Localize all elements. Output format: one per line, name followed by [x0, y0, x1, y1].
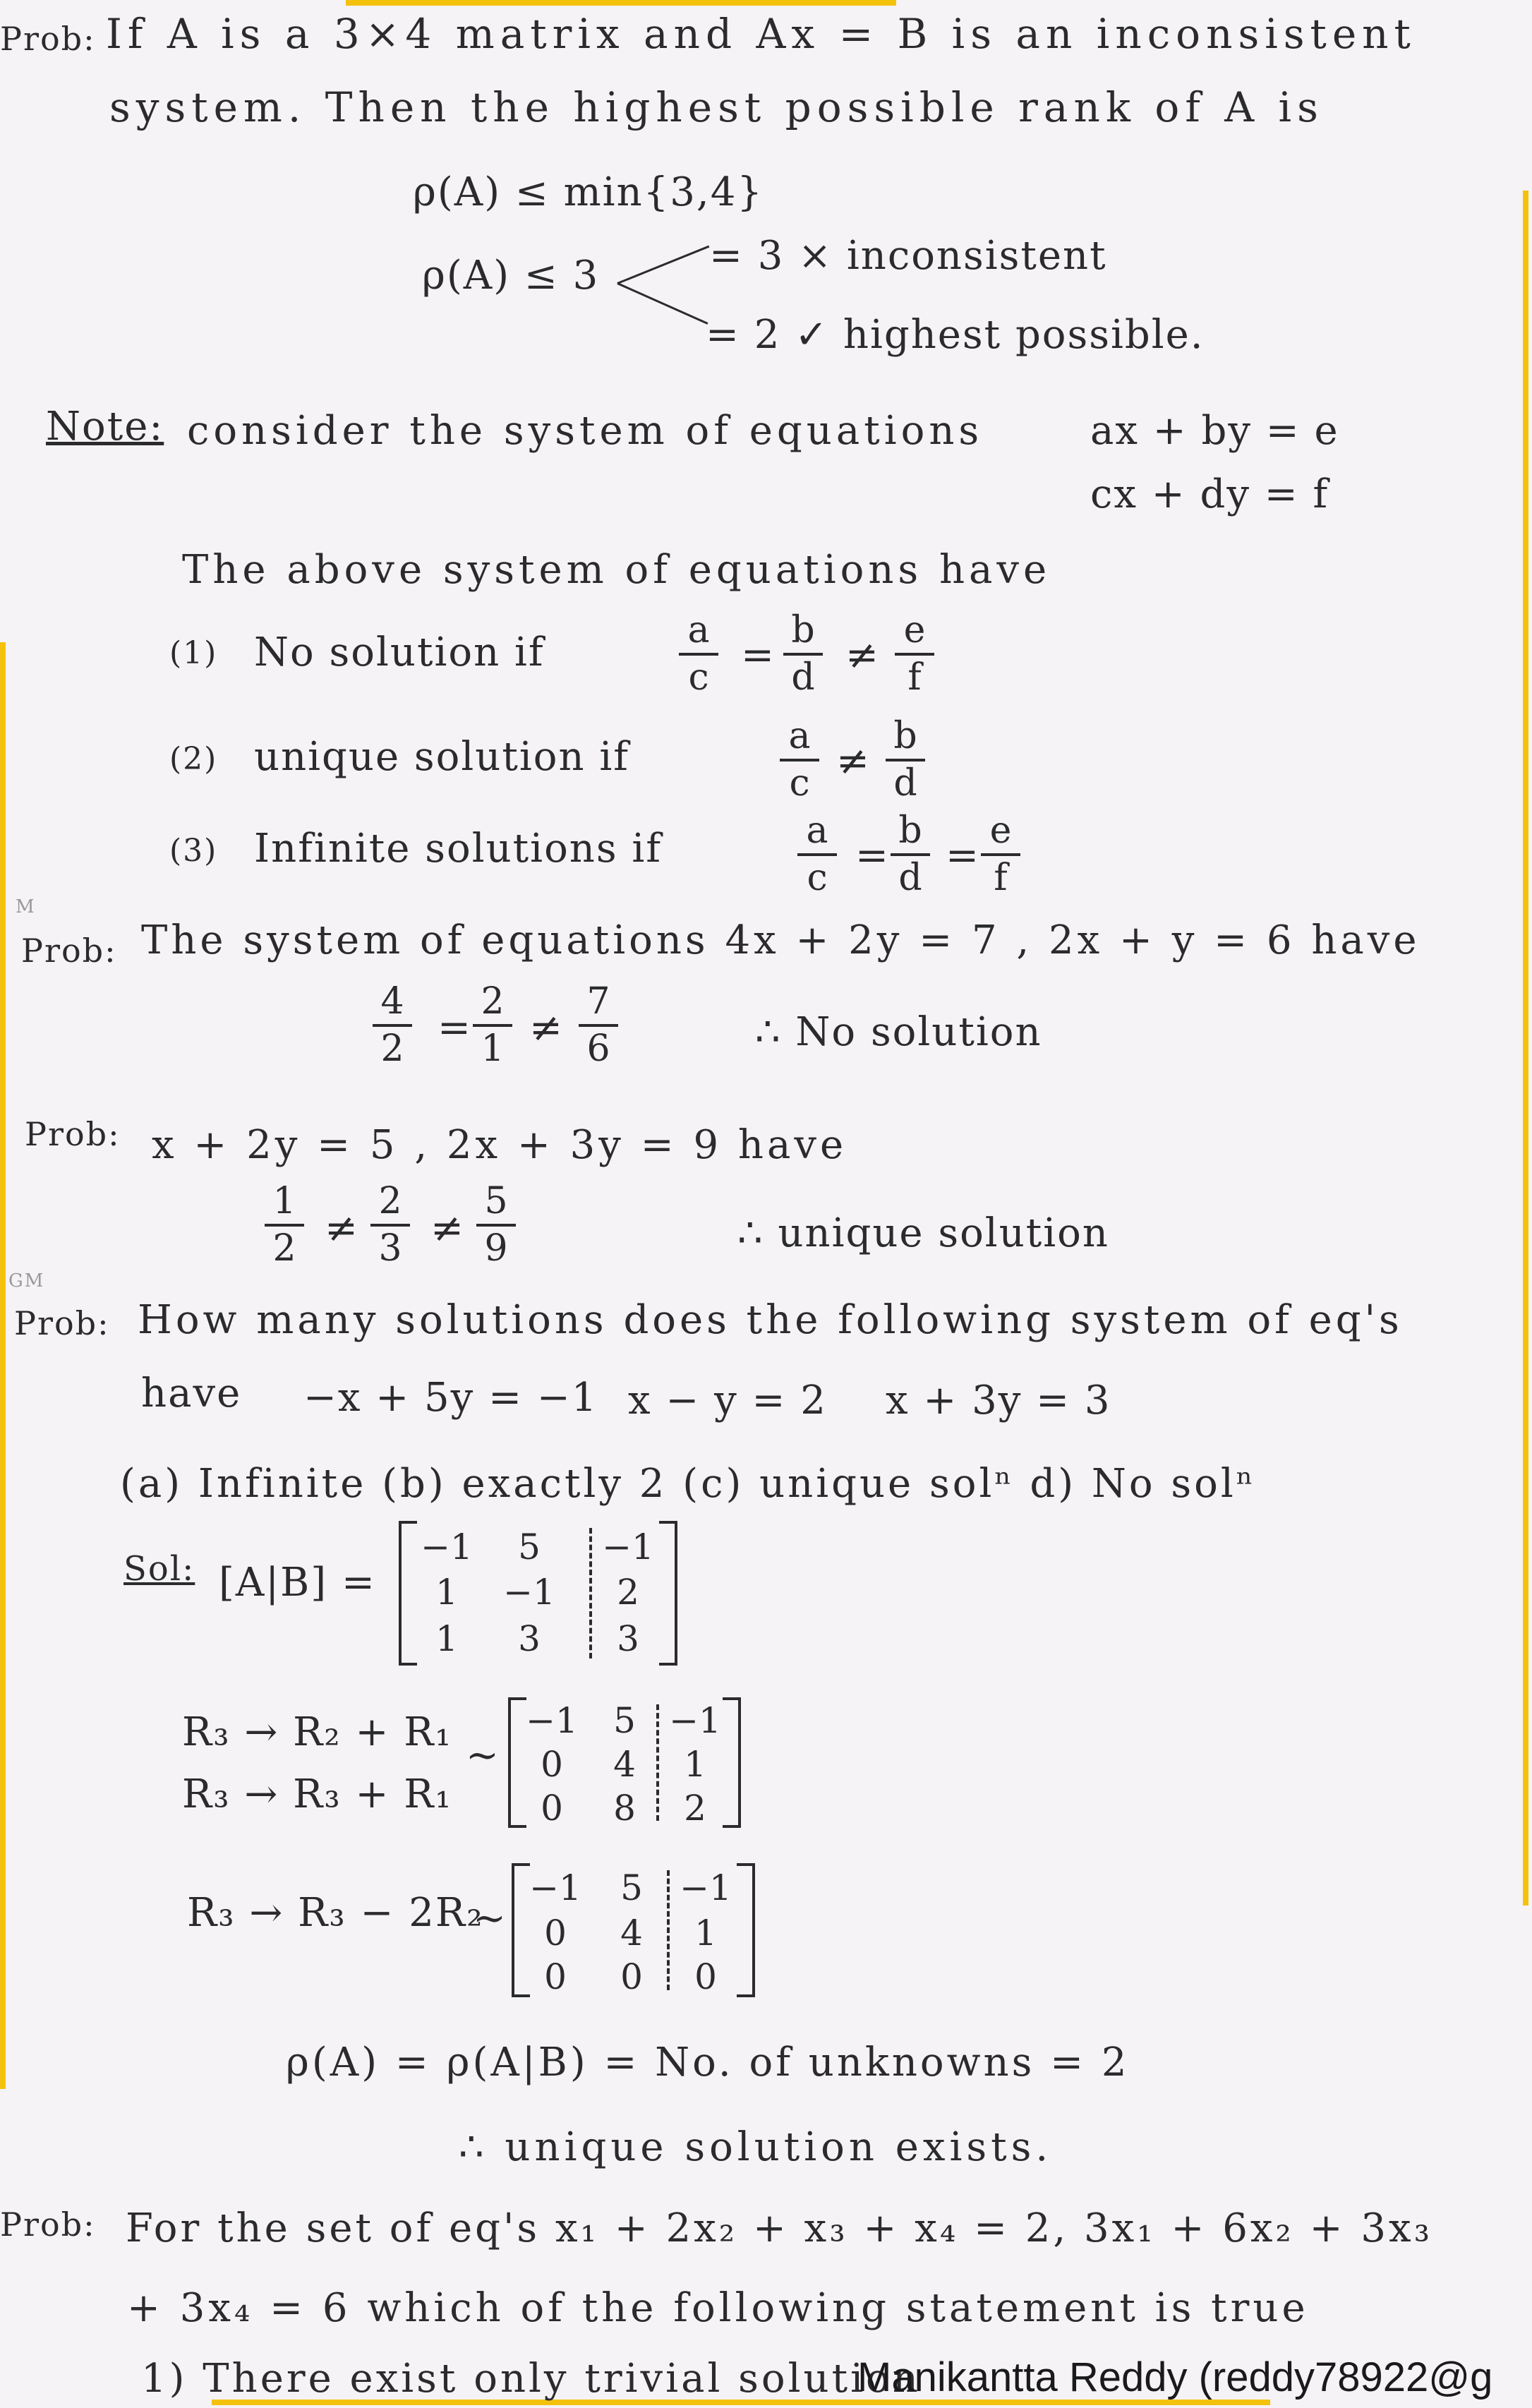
author-watermark: Manikantta Reddy (reddy78922@g	[857, 2354, 1493, 2400]
matrix-cell: 1	[435, 1618, 458, 1659]
left-highlight-bar	[0, 642, 6, 2089]
prob5-label: Prob:	[0, 2205, 96, 2244]
matrix-cell: −1	[602, 1527, 654, 1567]
case1-frac-ac: a c	[679, 611, 718, 697]
prob2-frac3: 7 6	[579, 982, 618, 1068]
case1-eq: =	[741, 632, 776, 678]
matrix-cell: 0	[541, 1744, 563, 1785]
tilde-1: ~	[466, 1733, 500, 1778]
prob5-line2: + 3x₄ = 6 which of the following statement is true	[127, 2285, 1309, 2331]
row-op-3: R₃ → R₃ − 2R₂	[187, 1890, 484, 1936]
matrix-step1	[508, 1697, 741, 1828]
case3-text: Infinite solutions if	[254, 826, 663, 872]
matrix-cell: −1	[526, 1700, 578, 1741]
prob3-frac1: 1 2	[265, 1182, 304, 1268]
prob5-line3: 1) There exist only trivial solution	[141, 2356, 921, 2402]
matrix-cell: 1	[684, 1744, 706, 1785]
right-highlight-bar	[1523, 191, 1528, 1906]
prob3-frac3: 5 9	[476, 1182, 516, 1268]
matrix-cell: 1	[694, 1913, 717, 1954]
case2-num: (2)	[169, 741, 218, 777]
case3-frac-ef: e f	[981, 812, 1020, 897]
prob3-frac2: 2 3	[370, 1182, 410, 1268]
prob2-neq: ≠	[529, 1005, 564, 1051]
matrix-cell: −1	[503, 1572, 555, 1613]
case3-frac-ac: a c	[797, 812, 837, 897]
row-op-2: R₃ → R₃ + R₁	[182, 1771, 452, 1817]
prob3-neq1: ≠	[325, 1205, 359, 1251]
matrix-cell: 2	[617, 1572, 639, 1613]
prob4-line2a: have	[141, 1371, 242, 1416]
prob2-mark: M	[16, 896, 36, 917]
prob4-line2c: x − y = 2	[628, 1378, 827, 1423]
row-op-1: R₃ → R₂ + R₁	[182, 1709, 452, 1755]
matrix-cell: 0	[544, 1956, 567, 1997]
case1-neq: ≠	[845, 632, 880, 678]
case1-num: (1)	[169, 635, 218, 671]
matrix-cell: 3	[617, 1618, 639, 1659]
prob1-branch1: = 3 × inconsistent	[709, 233, 1107, 279]
top-highlight-bar	[346, 0, 896, 6]
conclusion: ∴ unique solution exists.	[459, 2124, 1053, 2170]
prob-label: Prob:	[0, 20, 96, 58]
matrix-cell: 4	[613, 1744, 636, 1785]
matrix-cell: −1	[669, 1700, 721, 1741]
matrix-cell: 5	[518, 1527, 541, 1567]
matrix-cell: 1	[435, 1572, 458, 1613]
case1-text: No solution if	[254, 630, 545, 675]
note-eq-a: ax + by = e	[1090, 408, 1339, 454]
prob3-neq2: ≠	[430, 1205, 465, 1251]
prob4-line2d: x + 3y = 3	[886, 1378, 1111, 1423]
matrix-cell: 0	[544, 1913, 567, 1954]
tilde-2: ~	[473, 1896, 507, 1942]
case3-eq2: =	[946, 833, 980, 879]
case2-text: unique solution if	[254, 734, 629, 780]
prob3-label: Prob:	[25, 1115, 121, 1153]
prob2-eq: =	[438, 1005, 472, 1051]
case1-frac-ef: e f	[895, 611, 934, 697]
branch-line-down	[617, 282, 708, 325]
note-text: consider the system of equations	[187, 408, 984, 454]
prob3-result: ∴ unique solution	[737, 1210, 1109, 1256]
prob2-label: Prob:	[21, 932, 117, 970]
matrix-cell: 5	[613, 1700, 636, 1741]
prob2-text: The system of equations 4x + 2y = 7 , 2x + y = 6 have	[141, 917, 1421, 963]
matrix-cell: 2	[684, 1788, 706, 1829]
prob4-line2b: −x + 5y = −1	[303, 1375, 598, 1421]
prob5-line1: For the set of eq's x₁ + 2x₂ + x₃ + x₄ = 2, 3x₁ + 6x₂ + 3x₃	[126, 2205, 1433, 2251]
prob2-result: ∴ No solution	[755, 1009, 1042, 1055]
matrix-augmented	[399, 1521, 677, 1666]
prob4-label: Prob:	[14, 1304, 110, 1342]
rank-statement: ρ(A) = ρ(A|B) = No. of unknowns = 2	[286, 2040, 1130, 2085]
prob3-text: x + 2y = 5 , 2x + 3y = 9 have	[152, 1122, 848, 1168]
matrix-cell: 4	[620, 1913, 643, 1954]
matrix-cell: −1	[529, 1867, 581, 1908]
case2-neq: ≠	[836, 738, 871, 784]
branch-line-up	[617, 246, 709, 284]
matrix-cell: 0	[620, 1956, 643, 1997]
prob2-frac1: 4 2	[373, 982, 412, 1068]
note-intro: The above system of equations have	[182, 547, 1051, 593]
matrix-cell: 5	[620, 1867, 643, 1908]
augmented-label: [A|B] =	[219, 1560, 376, 1606]
prob2-frac2: 2 1	[473, 982, 512, 1068]
matrix-cell: 0	[694, 1956, 717, 1997]
prob4-mark: GM	[8, 1270, 45, 1292]
matrix-cell: 0	[541, 1788, 563, 1829]
matrix-cell: −1	[680, 1867, 732, 1908]
prob1-branch2: = 2 ✓ highest possible.	[706, 312, 1205, 358]
matrix-cell: 8	[613, 1788, 636, 1829]
prob1-eq2: ρ(A) ≤ 3	[422, 253, 600, 299]
prob4-options: (a) Infinite (b) exactly 2 (c) unique solⁿ d) No solⁿ	[120, 1461, 1256, 1507]
prob1-line1: If A is a 3×4 matrix and Ax = B is an inconsistent	[106, 10, 1416, 58]
sol-label: Sol:	[123, 1549, 195, 1589]
matrix-cell: 3	[518, 1618, 541, 1659]
prob4-line1: How many solutions does the following system of eq's	[138, 1297, 1403, 1343]
case1-frac-bd: b d	[783, 611, 823, 697]
case2-frac-ac: a c	[780, 717, 819, 802]
matrix-step2	[512, 1863, 755, 1997]
prob1-eq1: ρ(A) ≤ min{3,4}	[413, 169, 764, 215]
matrix-cell: −1	[421, 1527, 473, 1567]
case3-frac-bd: b d	[891, 812, 930, 897]
case3-num: (3)	[169, 833, 218, 869]
prob1-line2: system. Then the highest possible rank of A is	[109, 83, 1324, 131]
note-eq-b: cx + dy = f	[1090, 471, 1329, 517]
case2-frac-bd: b d	[886, 717, 925, 802]
note-label: Note:	[46, 404, 164, 450]
case3-eq1: =	[855, 833, 890, 879]
